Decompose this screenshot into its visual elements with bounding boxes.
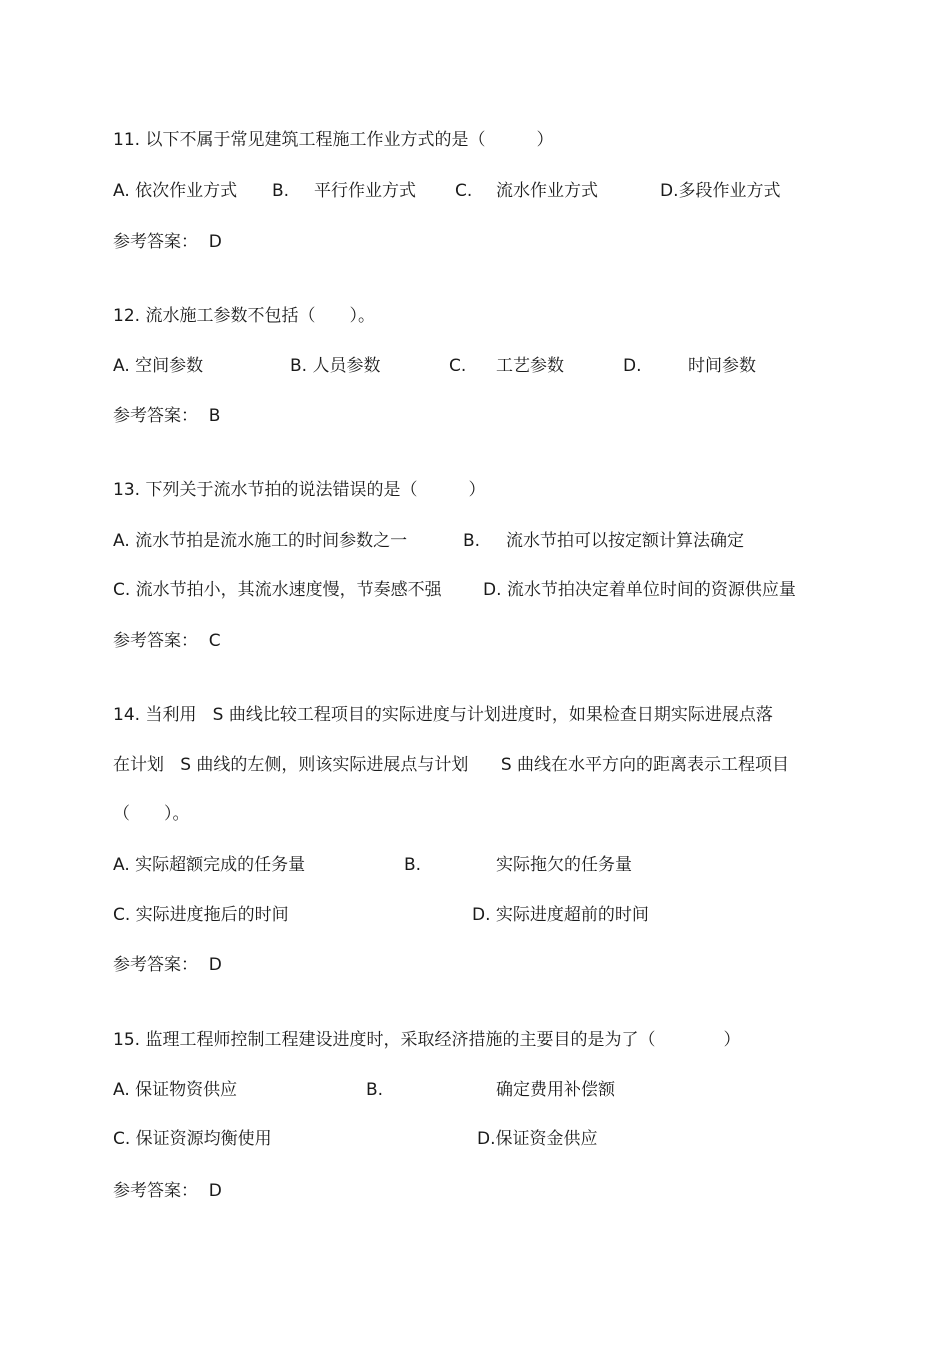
question-15-option-b-letter: B.	[366, 1080, 384, 1100]
question-11-option-b-letter: B.	[272, 181, 290, 201]
question-11-option-c-text: 流水作业方式	[496, 181, 598, 201]
question-14-option-b-text: 实际拖欠的任务量	[496, 855, 632, 875]
question-15-stem: 15. 监理工程师控制工程建设进度时，采取经济措施的主要目的是为了（ ）	[113, 1030, 741, 1050]
question-11-stem: 11. 以下不属于常见建筑工程施工作业方式的是（ ）	[113, 130, 554, 150]
question-14-option-b-letter: B.	[404, 855, 422, 875]
question-12-option-b: B. 人员参数	[290, 356, 381, 376]
question-11-option-c-letter: C.	[455, 181, 473, 201]
question-15-option-b-text: 确定费用补偿额	[496, 1080, 615, 1100]
question-14-option-d: D. 实际进度超前的时间	[472, 905, 649, 925]
question-11-option-b-text: 平行作业方式	[314, 181, 416, 201]
question-14-option-c: C. 实际进度拖后的时间	[113, 905, 289, 925]
question-14-answer: 参考答案： D	[113, 955, 222, 975]
question-12-option-c-letter: C.	[449, 356, 467, 376]
question-12-option-d-text: 时间参数	[688, 356, 756, 376]
question-13-option-a: A. 流水节拍是流水施工的时间参数之一	[113, 531, 408, 551]
question-11-option-d: D.多段作业方式	[660, 181, 781, 201]
question-12-stem: 12. 流水施工参数不包括（ ）。	[113, 306, 375, 326]
question-13-answer: 参考答案： C	[113, 631, 221, 651]
question-15-option-d: D.保证资金供应	[477, 1129, 598, 1149]
question-12-option-c-text: 工艺参数	[496, 356, 564, 376]
question-15-option-c: C. 保证资源均衡使用	[113, 1129, 272, 1149]
question-13-option-b-text: 流水节拍可以按定额计算法确定	[506, 531, 744, 551]
question-11-option-a: A. 依次作业方式	[113, 181, 238, 201]
question-14-stem-line-2: 在计划 S 曲线的左侧，则该实际进展点与计划 S 曲线在水平方向的距离表示工程项目	[113, 755, 790, 775]
question-11-answer: 参考答案： D	[113, 232, 222, 252]
question-14-option-a: A. 实际超额完成的任务量	[113, 855, 306, 875]
question-12-option-d-letter: D.	[623, 356, 642, 376]
question-13-option-c: C. 流水节拍小，其流水速度慢，节奏感不强	[113, 580, 442, 600]
question-13-option-b-letter: B.	[463, 531, 481, 551]
question-13-stem: 13. 下列关于流水节拍的说法错误的是（ ）	[113, 480, 486, 500]
question-12-option-a: A. 空间参数	[113, 356, 204, 376]
question-15-answer: 参考答案： D	[113, 1181, 222, 1201]
question-14-stem-line-1: 14. 当利用 S 曲线比较工程项目的实际进度与计划进度时，如果检查日期实际进展点落	[113, 705, 773, 725]
question-14-stem-line-3: （ ）。	[113, 804, 190, 824]
question-13-option-d: D. 流水节拍决定着单位时间的资源供应量	[483, 580, 796, 600]
question-12-answer: 参考答案： B	[113, 406, 221, 426]
question-15-option-a: A. 保证物资供应	[113, 1080, 238, 1100]
